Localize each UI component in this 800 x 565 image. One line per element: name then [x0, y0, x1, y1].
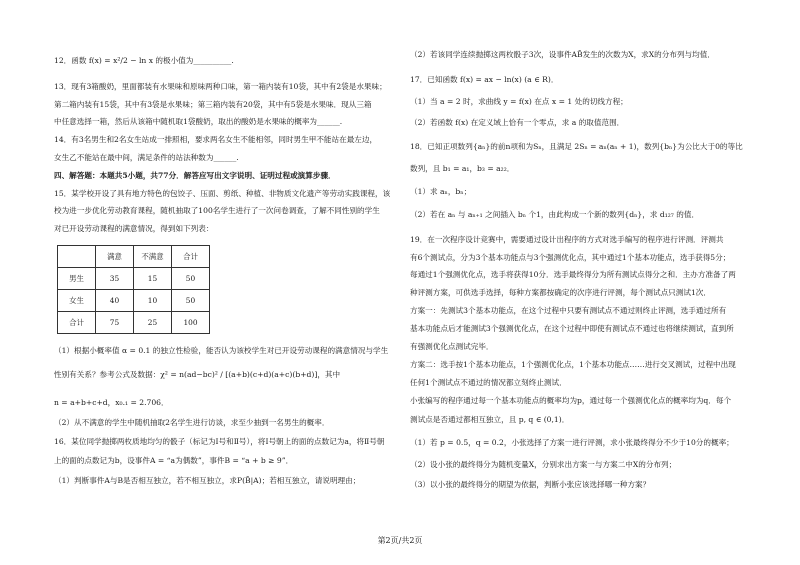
table-cell: 男生 — [58, 268, 96, 290]
question-13-line-3: 中任意选择一箱，然后从该箱中随机取1袋酸奶，取出的酸奶是水果味的概率为______. — [54, 117, 343, 126]
table-cell: 100 — [172, 312, 210, 334]
question-18-line-3: （1）求 aₙ，bₙ； — [410, 187, 472, 196]
right-column — [400, 0, 785, 565]
question-14-line-2: 女生乙不能站在最中间，满足条件的站法种数为______. — [54, 153, 239, 162]
question-15-line-1: 15．某学校开设了具有地方特色的包饺子、压面、剪纸、种植、非物质文化遗产等劳动实践课程，该 — [54, 189, 391, 198]
question-19-line-4: 种评测方案，可供选手选择，每种方案都按确定的次序进行评测，每个测试点只测试1次． — [410, 288, 711, 297]
question-18-line-4: （2）若在 aₙ 与 aₙ₊₁ 之间插入 bₙ 个1，由此构成一个新的数列{dₙ}，求 d₁₂₇ 的值． — [410, 210, 700, 219]
table-cell: 合计 — [58, 312, 96, 334]
table-header-cell: 合计 — [172, 246, 210, 268]
table-row — [58, 268, 210, 290]
table-cell: 女生 — [58, 290, 96, 312]
question-19-line-5: 方案一：先测试3个基本功能点，在这个过程中只要有测试点不通过则终止评测，选手通过所有 — [410, 306, 727, 315]
question-19-line-8: 方案二：选手按1个基本功能点，1个强测优化点，1个基本功能点……进行交叉测试，过程中出现 — [410, 360, 736, 369]
question-19-part-1: （1）若 p = 0.5，q = 0.2，小张选择了方案一进行评测，求小张最终得分不少于10分的概率； — [410, 438, 734, 447]
table-row — [58, 312, 210, 334]
question-14-line-1: 14．有3名男生和2名女生站成一排照相，要求两名女生不能相邻，同时男生甲不能站在最左边， — [54, 135, 378, 144]
question-19-line-3: 每通过1个强测优化点，选手将获得10分．选手最终得分为所有测试点得分之和．主办方准备了两 — [410, 270, 736, 279]
table-cell: 25 — [134, 312, 172, 334]
question-19-part-2: （2）设小张的最终得分为随机变量X，分别求出方案一与方案二中X的分布列； — [410, 460, 677, 469]
table-header-cell: 满意 — [96, 246, 134, 268]
question-19-line-1: 19．在一次程序设计竞赛中，需要通过设计出程序的方式对选手编写的程序进行评测．评测共 — [410, 235, 724, 244]
question-15-line-2: 校为进一步优化劳动教育课程，随机抽取了100名学生进行了一次问卷调查，了解不同性别的学生 — [54, 206, 380, 215]
table-header-cell: 不满意 — [134, 246, 172, 268]
question-19-line-2: 有6个测试点，分为3个基本功能点与3个强测优化点，其中通过1个基本功能点，选手获得5分； — [410, 253, 731, 262]
section-4-heading: 四、解答题：本题共5小题，共77分．解答应写出文字说明、证明过程或演算步骤． — [54, 171, 336, 180]
page-footer: 第2页/共2页 — [377, 536, 423, 545]
survey-table — [57, 245, 210, 334]
question-18-line-2: 数列，且 b₁ = a₁，b₃ = a₂₂． — [410, 164, 515, 173]
question-16-part-2: （2）若该同学连续抛掷这两枚骰子3次，设事件AB̄发生的次数为X，求X的分布列与均值． — [410, 50, 715, 59]
question-19-line-6: 基本功能点后才能测试3个强测优化点，在这个过程中即使有测试点不通过也将继续测试，直到所 — [410, 324, 734, 333]
question-15-part-1-line-1: （1）根据小概率值 α = 0.1 的独立性检验，能否认为该校学生对已开设劳动课程的满意情况与学生 — [54, 346, 389, 355]
question-19-part-3: （3）以小张的最终得分的期望为依据，判断小张应该选择哪一种方案？ — [410, 480, 651, 489]
question-19-line-10: 小张编写的程序通过每一个基本功能点的概率均为p，通过每一个强测优化点的概率均为q．每个 — [410, 396, 732, 405]
question-17-line-2: （1）当 a = 2 时，求曲线 y = f(x) 在点 x = 1 处的切线方程； — [410, 97, 628, 106]
table-cell: 50 — [172, 290, 210, 312]
question-16-line-1: 16．某位同学抛掷两枚质地均匀的骰子（标记为Ⅰ号和Ⅱ号），将Ⅰ号朝上的面的点数记为a，将Ⅱ号朝 — [54, 437, 385, 446]
question-15-line-3: 对已开设劳动课程的满意情况，得到如下列表： — [54, 224, 214, 233]
table-cell: 75 — [96, 312, 134, 334]
question-12: 12．函数 f(x) = x²/2 − ln x 的极小值为__________. — [54, 56, 234, 65]
table-header-row — [58, 246, 210, 268]
question-19-line-7: 有强测优化点测试完毕． — [410, 342, 494, 351]
left-column — [0, 0, 391, 565]
question-13-line-1: 13．现有3箱酸奶，里面都装有水果味和原味两种口味，第一箱内装有10袋，其中有2袋是水果味； — [54, 82, 387, 91]
question-13-line-2: 第二箱内装有15袋，其中有3袋是水果味；第三箱内装有20袋，其中有5袋是水果味．现从三箱 — [54, 100, 372, 109]
table-header-cell — [58, 246, 96, 268]
table-cell: 10 — [134, 290, 172, 312]
table-cell: 40 — [96, 290, 134, 312]
table-cell: 15 — [134, 268, 172, 290]
question-16-line-2: 上的面的点数记为b，设事件A = “a为偶数”，事件B = “a + b ≥ 9”． — [54, 456, 294, 465]
question-16-line-3: （1）判断事件A与B是否相互独立，若不相互独立，求P(B̄|A)；若相互独立，请说明理由； — [54, 476, 361, 485]
table-row — [58, 290, 210, 312]
question-15-part-1-line-2: 性别有关系？参考公式及数据：χ² = n(ad−bc)² / [(a+b)(c+d)(a+c)(b+d)]，其中 — [54, 370, 341, 379]
question-17-line-3: （2）若函数 f(x) 在定义域上恰有一个零点，求 a 的取值范围． — [410, 118, 625, 127]
question-18-line-1: 18．已知正项数列{aₙ}的前n项和为Sₙ，且满足 2Sₙ = aₙ(aₙ + 1)，数列{bₙ}为公比大于0的等比 — [410, 142, 743, 151]
question-19-line-9: 任何1个测试点不通过的情况都立刻终止测试． — [410, 378, 567, 387]
question-19-line-11: 测试点是否通过都相互独立，且 p, q ∈ (0,1)． — [410, 415, 570, 424]
question-15-part-1-line-3: n = a+b+c+d，x₀.₁ = 2.706． — [54, 398, 169, 407]
question-15-part-2: （2）从不满意的学生中随机抽取2名学生进行访谈，求至少抽到一名男生的概率． — [54, 418, 330, 427]
table-cell: 35 — [96, 268, 134, 290]
question-17-line-1: 17．已知函数 f(x) = ax − ln(x) (a ∈ R)． — [410, 75, 559, 84]
table-cell: 50 — [172, 268, 210, 290]
